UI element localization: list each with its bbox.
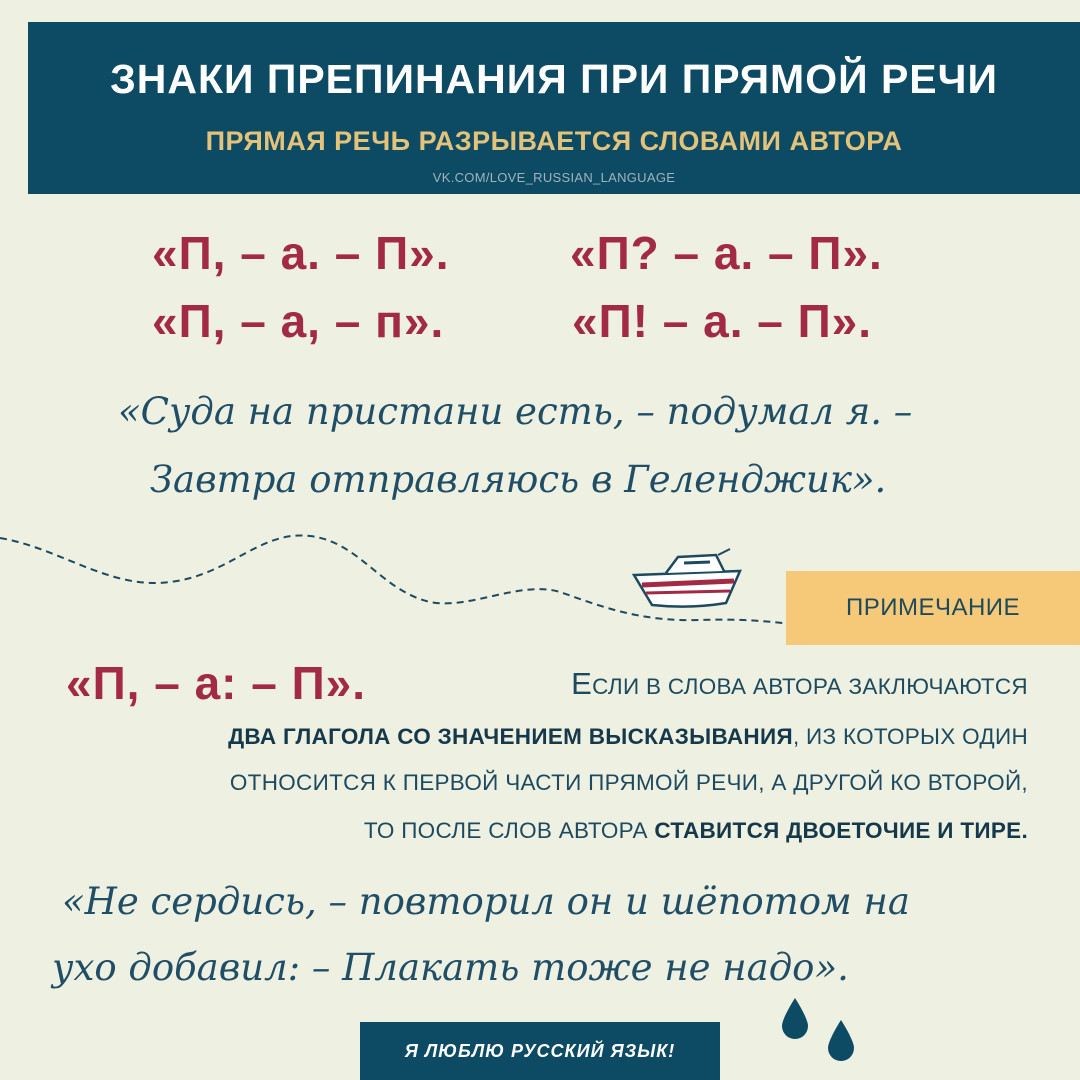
note-line2-rest: , ИЗ КОТОРЫХ ОДИН	[792, 724, 1028, 749]
note-tag: ПРИМЕЧАНИЕ	[786, 571, 1080, 645]
note-line4-bold: СТАВИТСЯ ДВОЕТОЧИЕ И ТИРЕ.	[654, 818, 1028, 843]
water-drop-icon	[780, 996, 810, 1040]
header-banner	[28, 22, 1080, 194]
note-scheme: «П, – а: – П».	[66, 657, 367, 709]
water-drop-icon	[826, 1018, 856, 1062]
scheme-row1-left: «П, – а. – П».	[152, 227, 450, 279]
source-link[interactable]: VK.COM/LOVE_RUSSIAN_LANGUAGE	[432, 170, 676, 185]
example2-line1: «Не сердись, – повторил он и шёпотом на	[62, 880, 910, 923]
scheme-row2-right: «П! – а. – П».	[572, 295, 873, 347]
footer-badge[interactable]: Я ЛЮБЛЮ РУССКИЙ ЯЗЫК!	[360, 1022, 720, 1080]
example1-line1: «Суда на пристани есть, – подумал я. –	[118, 390, 913, 433]
scheme-row2-left: «П, – а, – п».	[152, 295, 445, 347]
note-line2-bold: ДВА ГЛАГОЛА СО ЗНАЧЕНИЕМ ВЫСКАЗЫВАНИЯ	[228, 724, 793, 749]
page-subtitle: ПРЯМАЯ РЕЧЬ РАЗРЫВАЕТСЯ СЛОВАМИ АВТОРА	[205, 126, 903, 156]
note-line1	[571, 666, 1028, 702]
example2-line2: ухо добавил: – Плакать тоже не надо».	[52, 946, 849, 989]
scheme-row1-right: «П? – а. – П».	[570, 227, 883, 279]
ship-icon	[630, 545, 750, 615]
note-line1-rest: СЛИ В СЛОВА АВТОРА ЗАКЛЮЧАЮТСЯ	[592, 674, 1028, 699]
example1-line2: Завтра отправляюсь в Геленджик».	[150, 458, 887, 501]
note-line2	[228, 724, 1028, 750]
page-title: ЗНАКИ ПРЕПИНАНИЯ ПРИ ПРЯМОЙ РЕЧИ	[110, 56, 998, 102]
note-line3: ОТНОСИТСЯ К ПЕРВОЙ ЧАСТИ ПРЯМОЙ РЕЧИ, А ДРУГОЙ КО ВТОРОЙ,	[229, 770, 1028, 795]
note-line4	[364, 818, 1028, 844]
note-line4-rest: ТО ПОСЛЕ СЛОВ АВТОРА	[363, 818, 655, 843]
note-line1-cap: Е	[571, 666, 593, 701]
